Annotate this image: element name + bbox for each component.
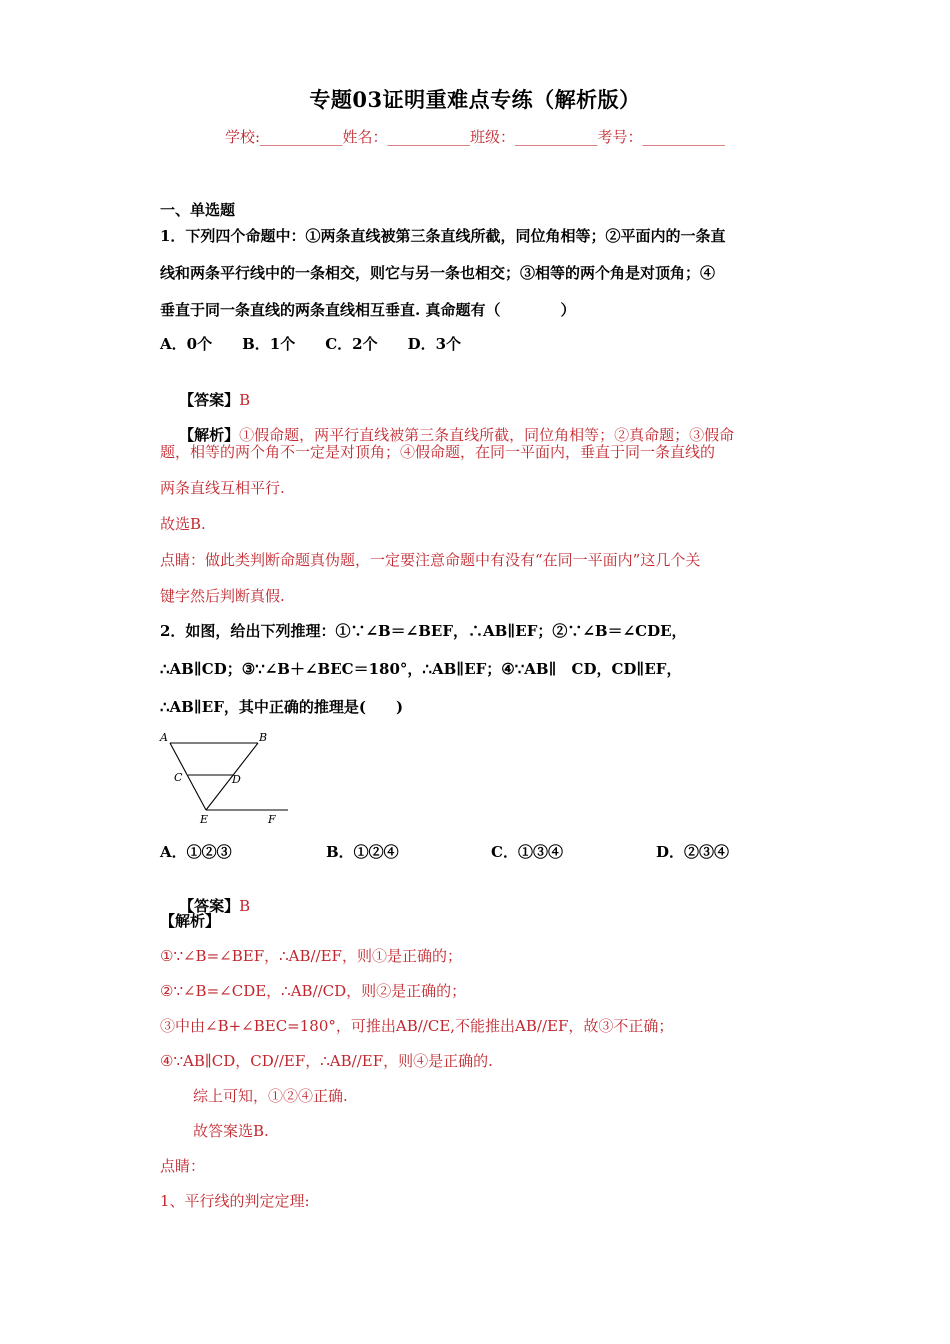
section-heading: 一、单选题 <box>160 201 236 219</box>
q2-step3: ③中由∠B+∠BEC=180°，可推出AB//CE,不能推出AB//EF，故③不正确； <box>160 1017 674 1035</box>
q2-step1: ①∵∠B=∠BEF，∴AB//EF，则①是正确的； <box>160 947 462 965</box>
answer-label: 【答案】 <box>179 897 240 915</box>
point-label-f: F <box>268 813 276 826</box>
student-info-line: 学校:___________姓名：___________班级：___________考号：___________ <box>224 128 726 146</box>
point-label-d: D <box>232 773 241 786</box>
q2-stem-line2: ∴AB∥CD；③∵∠B＋∠BEC＝180°，∴AB∥EF；④∵AB∥ CD，CD∥EF， <box>160 660 682 678</box>
point-label-c: C <box>174 771 183 784</box>
q1-stem-line3: 垂直于同一条直线的两条直线相互垂直. 真命题有（ ） <box>160 301 576 319</box>
answer-value: B <box>239 897 251 915</box>
q1-stem-line2: 线和两条平行线中的一条相交，则它与另一条也相交；③相等的两个角是对顶角；④ <box>160 264 716 282</box>
q2-stem-line3: ∴AB∥EF，其中正确的推理是( ) <box>160 698 404 716</box>
q2-step4: ④∵AB∥CD，CD//EF，∴AB//EF，则④是正确的. <box>160 1052 493 1070</box>
q1-options: A．0个 B．1个 C．2个 D．3个 <box>160 335 462 353</box>
q2-option-b: B．①②④ <box>326 843 399 861</box>
q1-analysis-line2: 题，相等的两个角不一定是对顶角；④假命题，在同一平面内，垂直于同一条直线的 <box>160 443 716 461</box>
analysis-label: 【解析】 <box>179 426 240 444</box>
q1-analysis-line3: 两条直线互相平行. <box>160 479 285 497</box>
geometry-figure <box>158 728 293 828</box>
page-title: 专题03证明重难点专练（解析版） <box>309 87 641 112</box>
analysis-text: ①假命题，两平行直线被第三条直线所截，同位角相等；②真命题；③假命 <box>239 426 735 444</box>
point-label-a: A <box>160 731 168 744</box>
point-label-b: B <box>259 731 268 744</box>
q2-final: 故答案选B. <box>193 1122 269 1140</box>
q2-option-c: C．①③④ <box>491 843 563 861</box>
point-label-e: E <box>200 813 209 826</box>
q1-choose: 故选B. <box>160 515 206 533</box>
answer-label: 【答案】 <box>179 391 240 409</box>
q2-option-a: A．①②③ <box>160 843 232 861</box>
q1-stem-line1: 1．下列四个命题中：①两条直线被第三条直线所截，同位角相等；②平面内的一条直 <box>160 227 726 245</box>
q2-step2: ②∵∠B=∠CDE，∴AB//CD，则②是正确的； <box>160 982 467 1000</box>
q1-note-line2: 键字然后判断真假. <box>160 587 285 605</box>
q2-note-label: 点睛： <box>160 1157 206 1175</box>
q1-note-line1: 点睛：做此类判断命题真伪题，一定要注意命题中有没有“在同一平面内”这几个关 <box>160 551 701 569</box>
q2-note-item1: 1、平行线的判定定理: <box>160 1192 310 1210</box>
q2-option-d: D．②③④ <box>656 843 730 861</box>
q2-summary: 综上可知，①②④正确. <box>193 1087 348 1105</box>
answer-value: B <box>239 391 251 409</box>
q2-stem-line1: 2．如图，给出下列推理：①∵∠B＝∠BEF，∴AB∥EF；②∵∠B＝∠CDE， <box>160 622 687 640</box>
q2-analysis-label: 【解析】 <box>160 912 221 930</box>
